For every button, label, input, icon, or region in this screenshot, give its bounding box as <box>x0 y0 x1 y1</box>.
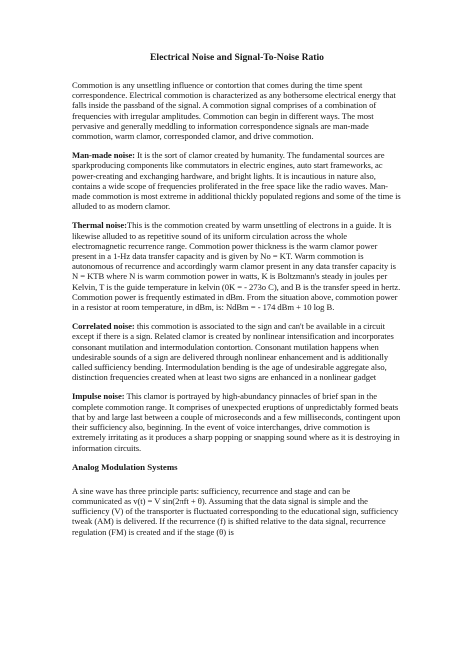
section-lead-impulse-noise: Impulse noise: <box>72 391 125 402</box>
section-body-correlated-noise: this commotion is associated to the sign and can't be available in a circuit except if there is a sign. Related clamor is created by nonlinear intensification and incorporates consonant mutilation and intermodulation contortion. Consonant mutilation happens when undesirable sounds of a sign are delivered through nonlinear enhancement and is additionally called sufficiency bending. Intermodulation bending is the age of undesirable aggregate also, distinction frequencies created when at least two signs are enhanced in a nonlinear gadget <box>72 321 394 383</box>
section-impulse-noise <box>72 391 402 452</box>
closing-paragraph: A sine wave has three principle parts: sufficiency, recurrence and stage and can be communicated as v(t) = V sin(2πft + θ). Assuming that the data signal is simple and the sufficiency (V) of the transporter is fluctuated corresponding to the educational sign, sufficiency tweak (AM) is delivered. If the recurrence (f) is shifted relative to the data signal, recurrence regulation (FM) is created and if the stage (θ) is <box>72 485 399 537</box>
intro-paragraph: Commotion is any unsettling influence or contortion that comes during the time spent correspondence. Electrical commotion is characterized as any bothersome electrical energy that falls inside the passband of the signal. A commotion signal comprises of a combination of frequencies with irregular amplitudes. Commotion can begin in different ways. The most pervasive and generally meddling to information correspondence signals are man-made commotion, warm clamor, corresponded clamor, and drive commotion. <box>72 80 396 142</box>
section-man-made-noise <box>72 150 402 211</box>
section-lead-thermal-noise: Thermal noise: <box>72 220 127 231</box>
section-body-man-made-noise: It is the sort of clamor created by humanity. The fundamental sources are sparkproducing components like commutators in electric engines, auto start frameworks, ac power-creating and exchanging hardware, and bright lights. It is incautious in nature also, contains a wide scope of frequencies proliferated in the free space like the radio waves. Man-made commotion is most extreme in additional thickly populated regions and some of the time is alluded to as modern clamor. <box>72 150 401 212</box>
section-thermal-noise <box>72 220 402 312</box>
document-page <box>72 52 402 546</box>
section-heading-analog-modulation: Analog Modulation Systems <box>72 461 178 472</box>
section-body-impulse-noise: This clamor is portrayed by high-abundancy pinnacles of brief span in the complete commotion range. It comprises of unexpected eruptions of unpredictably formed beats that by and large last between a couple of microseconds and a few milliseconds, contingent upon their sufficiency also, beginning. In the event of voice interchanges, drive commotion is extremely irritating as it produces a sharp popping or snapping sound where as it is destroying in information circuits. <box>72 391 401 453</box>
section-body-thermal-noise: This is the commotion created by warm unsettling of electrons in a guide. It is likewise alluded to as repetitive sound of its uniform circulation across the whole electromagnetic recurrence range. Commotion power thickness is the warm clamor power present in a 1-Hz data transfer capacity and is given by No = KT. Warm commotion is autonomous of recurrence and accordingly warm clamor present in any data transfer capacity is N = KTB where N is warm commotion power in watts, K is Boltzmann's steady in joules per Kelvin, T is the guide temperature in kelvin (0K = - 273o C), and B is the transfer speed in hertz. Commotion power is frequently estimated in dBm. From the situation above, commotion power in a resistor at room temperature, in dBm, is: NdBm = - 174 dBm + 10 log B. <box>72 220 401 313</box>
document-title: Electrical Noise and Signal-To-Noise Ratio <box>150 52 324 63</box>
section-lead-man-made-noise: Man-made noise: <box>72 150 135 161</box>
section-correlated-noise <box>72 321 402 382</box>
section-lead-correlated-noise: Correlated noise: <box>72 321 135 332</box>
